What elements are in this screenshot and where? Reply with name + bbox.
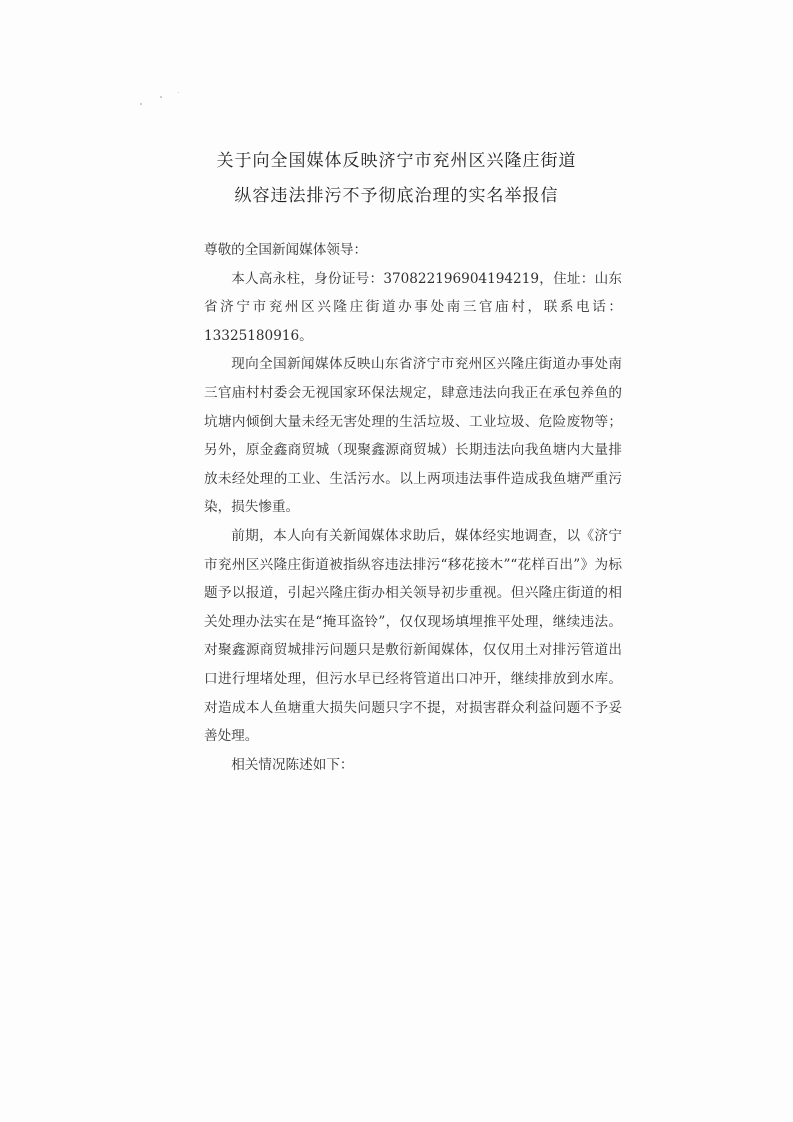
salutation: 尊敬的全国新闻媒体领导：	[204, 242, 368, 258]
paragraph-statement-intro: 相关情况陈述如下：	[231, 756, 354, 773]
scan-speck	[160, 96, 162, 98]
document-title-line-1: 关于向全国媒体反映济宁市兖州区兴隆庄街道	[216, 151, 577, 171]
paragraph-identity: 本人高永柱，身份证号：370822196904194219，住址：山东省济宁市兖州区兴隆庄街道办事处南三官庙村，联系电话：13325180916。	[204, 270, 622, 344]
paragraph-complaint: 现向全国新闻媒体反映山东省济宁市兖州区兴隆庄街道办事处南三官庙村村委会无视国家环保法规定，肆意违法向我正在承包养鱼的坑塘内倾倒大量未经无害处理的生活垃圾、工业垃圾、危险废物等；另外，原金鑫商贸城（现聚鑫源商贸城）长期违法向我鱼塘内大量排放未经处理的工业、生活污水。以上两项违法事件造成我鱼塘严重污染，损失惨重。	[204, 356, 622, 516]
letter-body	[204, 236, 622, 779]
paragraph-previous-report: 前期，本人向有关新闻媒体求助后，媒体经实地调查，以《济宁市兖州区兴隆庄街道被指纵容违法排污“移花接木”“花样百出”》为标题予以报道，引起兴隆庄街办相关领导初步重视。但兴隆庄街道的相关处理办法实在是“掩耳盗铃”，仅仅现场填埋推平处理，继续违法。对聚鑫源商贸城排污问题只是敷衍新闻媒体，仅仅用土对排污管道出口进行埋堵处理，但污水早已经将管道出口冲开，继续排放到水库。对造成本人鱼塘重大损失问题只字不提，对损害群众利益问题不予妥善处理。	[204, 527, 622, 745]
document-title-line-2: 纵容违法排污不予彻底治理的实名举报信	[234, 186, 559, 206]
scan-speck	[140, 103, 142, 105]
scan-speck	[178, 92, 179, 93]
